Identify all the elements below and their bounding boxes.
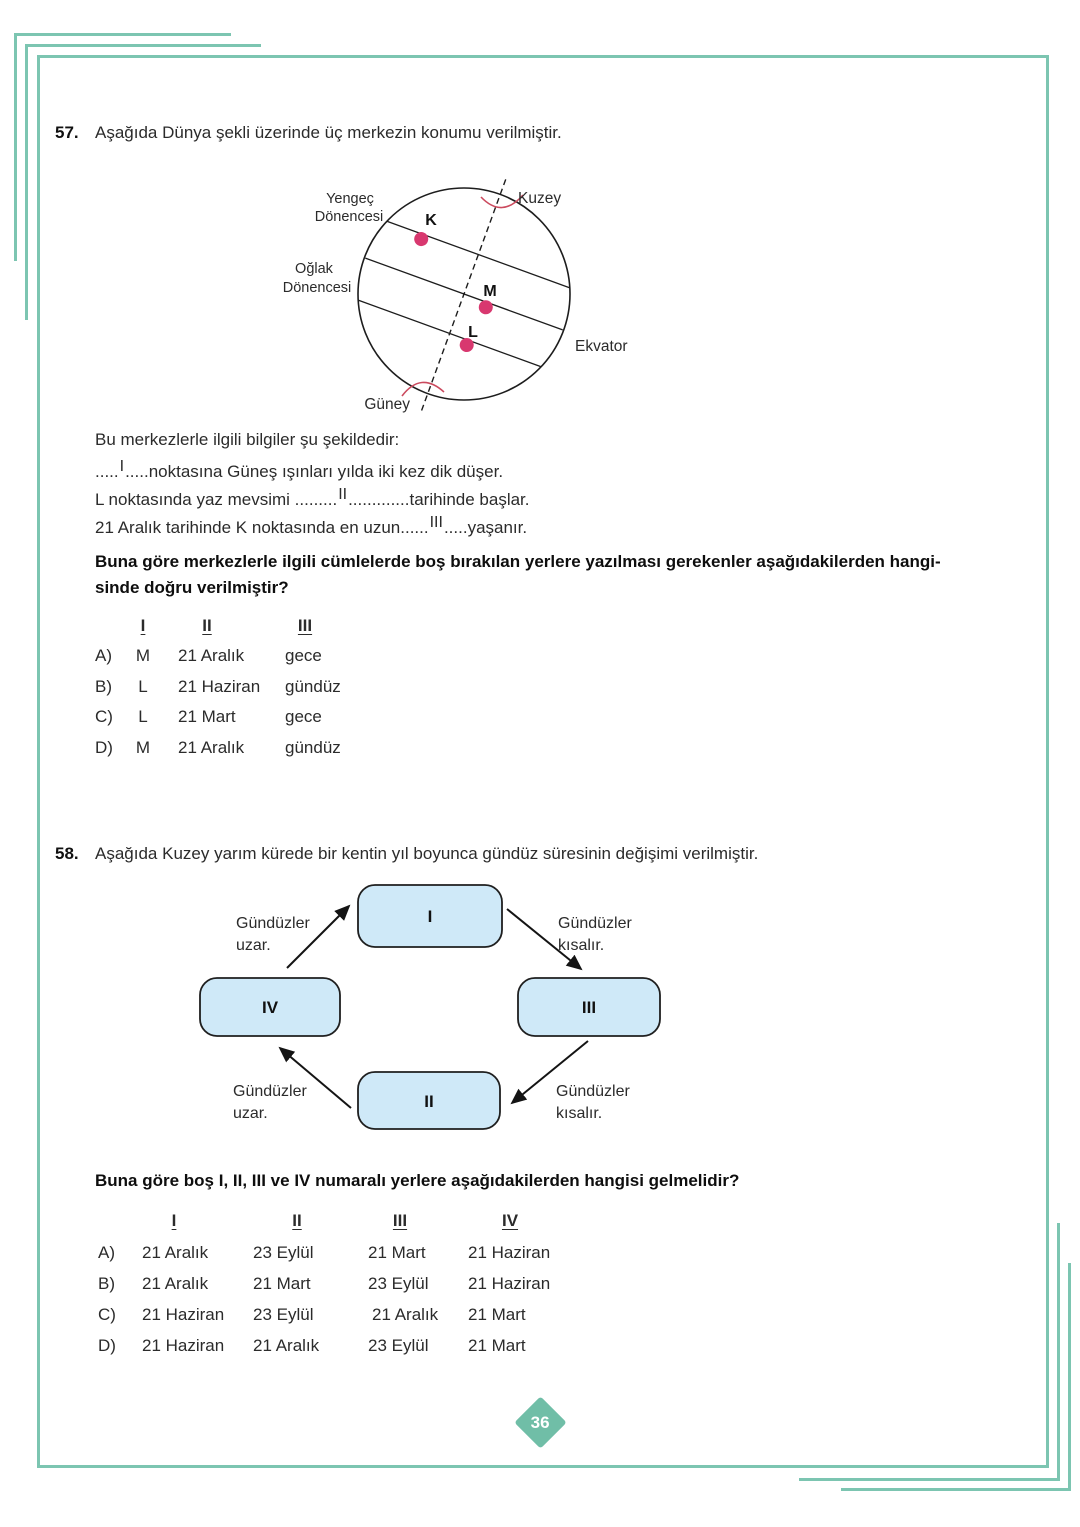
cycle-label-bottomright: Gündüzler <box>556 1083 630 1100</box>
south-label: Güney <box>364 396 410 413</box>
frame-corner-line <box>25 44 28 320</box>
blank-post: .....yaşanır. <box>443 518 528 537</box>
option-cell: 21 Haziran <box>142 1336 225 1355</box>
q57-col-header: I <box>140 616 146 635</box>
option-cell: gece <box>285 646 322 665</box>
point-l-label: L <box>468 324 478 341</box>
option-cell: 21 Mart <box>253 1274 311 1293</box>
q58-col-header: I <box>171 1211 177 1230</box>
question-58-number: 58. <box>55 844 79 863</box>
point-k-label: K <box>425 212 437 229</box>
option-cell: L <box>138 707 148 726</box>
option-cell: 23 Eylül <box>368 1274 429 1293</box>
option-cell: M <box>135 738 151 757</box>
option-letter: A) <box>98 1243 115 1262</box>
option-letter: C) <box>98 1305 116 1324</box>
cycle-label-topleft: Gündüzler <box>236 915 310 932</box>
blank-numeral: I <box>119 458 125 475</box>
q58-col-header: II <box>292 1211 302 1230</box>
north-label: Kuzey <box>518 190 562 207</box>
blank-statement <box>95 514 528 538</box>
q58-col-header: III <box>392 1211 408 1230</box>
cycle-label-bottomleft: Gündüzler <box>233 1083 307 1100</box>
option-cell: gündüz <box>285 738 341 757</box>
info-heading: Bu merkezlerle ilgili bilgiler şu şekildedir: <box>95 430 400 449</box>
option-cell: M <box>135 646 151 665</box>
cycle-box-left-label: IV <box>261 998 279 1017</box>
blank-post: .....noktasına Güneş ışınları yılda iki kez dik düşer. <box>125 462 504 481</box>
option-letter: A) <box>95 646 112 665</box>
option-cell: 21 Mart <box>368 1243 426 1262</box>
option-cell: 21 Haziran <box>178 677 261 696</box>
question-58-intro: Aşağıda Kuzey yarım kürede bir kentin yıl boyunca gündüz süresinin değişimi verilmiştir. <box>95 844 759 863</box>
option-cell: 23 Eylül <box>253 1305 314 1324</box>
option-cell: 21 Haziran <box>468 1243 551 1262</box>
option-cell: 21 Aralık <box>142 1274 209 1293</box>
frame-corner-line <box>14 33 17 261</box>
frame-corner-line <box>25 44 261 47</box>
q58-col-header: IV <box>501 1211 519 1230</box>
blank-numeral: II <box>338 486 348 503</box>
question-57-number: 57. <box>55 123 79 142</box>
blank-numeral: III <box>429 514 443 531</box>
blank-statement <box>95 458 504 482</box>
option-cell: 21 Mart <box>468 1336 526 1355</box>
option-cell: 23 Eylül <box>253 1243 314 1262</box>
option-letter: B) <box>98 1274 115 1293</box>
option-cell: 21 Mart <box>178 707 236 726</box>
cycle-box-right-label: III <box>581 998 597 1017</box>
question-57-stem <box>95 549 1020 601</box>
frame-corner-line <box>14 33 231 36</box>
globe-diagram <box>260 168 680 420</box>
question-57-stem-line: sinde doğru verilmiştir? <box>95 578 289 597</box>
frame-corner-line <box>1068 1263 1071 1491</box>
q57-col-header: II <box>202 616 212 635</box>
q57-col-header: III <box>297 616 313 635</box>
frame-corner-line <box>799 1478 1060 1481</box>
blank-pre: ..... <box>95 462 119 481</box>
tropic-cancer-label: Yengeç <box>326 191 374 207</box>
cycle-label-topright: kısalır. <box>558 937 605 954</box>
option-letter: B) <box>95 677 112 696</box>
page-number: 36 <box>531 1412 550 1432</box>
tropic-capricorn-label: Dönencesi <box>282 280 352 296</box>
question-57-intro: Aşağıda Dünya şekli üzerinde üç merkezin konumu verilmiştir. <box>95 123 562 142</box>
option-cell: gece <box>285 707 322 726</box>
question-57-stem-line: Buna göre merkezlerle ilgili cümlelerde boş bırakılan yerlere yazılması gerekenler aşağıdakilerden hangi- <box>95 552 941 571</box>
option-cell: 21 Aralık <box>178 646 245 665</box>
option-cell: 21 Mart <box>468 1305 526 1324</box>
cycle-box-bottom-label: II <box>424 1092 434 1111</box>
option-cell: L <box>138 677 148 696</box>
option-cell: 21 Aralık <box>253 1336 320 1355</box>
cycle-box-top-label: I <box>427 907 433 926</box>
option-letter: D) <box>98 1336 116 1355</box>
question-58-stem: Buna göre boş I, II, III ve IV numaralı yerlere aşağıdakilerden hangisi gelmelidir? <box>95 1171 740 1190</box>
tropic-capricorn-label: Oğlak <box>295 261 333 277</box>
equator-label: Ekvator <box>575 338 628 355</box>
frame-corner-line <box>1057 1223 1060 1481</box>
cycle-label-topright: Gündüzler <box>558 915 632 932</box>
tropic-cancer-label: Dönencesi <box>314 209 384 225</box>
frame-corner-line <box>841 1488 1071 1491</box>
blank-statement <box>95 486 530 510</box>
option-cell: 21 Aralık <box>372 1305 439 1324</box>
option-letter: D) <box>95 738 113 757</box>
cycle-diagram <box>190 878 670 1158</box>
option-cell: 23 Eylül <box>368 1336 429 1355</box>
option-cell: 21 Aralık <box>142 1243 209 1262</box>
cycle-label-bottomleft: uzar. <box>233 1105 268 1122</box>
option-cell: 21 Aralık <box>178 738 245 757</box>
option-cell: 21 Haziran <box>142 1305 225 1324</box>
cycle-label-bottomright: kısalır. <box>556 1105 603 1122</box>
cycle-label-topleft: uzar. <box>236 937 271 954</box>
point-m-label: M <box>483 283 497 300</box>
blank-pre: 21 Aralık tarihinde K noktasında en uzun...... <box>95 518 429 537</box>
option-letter: C) <box>95 707 113 726</box>
option-cell: 21 Haziran <box>468 1274 551 1293</box>
option-cell: gündüz <box>285 677 341 696</box>
blank-pre: L noktasında yaz mevsimi ......... <box>95 490 338 509</box>
blank-post: .............tarihinde başlar. <box>348 490 530 509</box>
